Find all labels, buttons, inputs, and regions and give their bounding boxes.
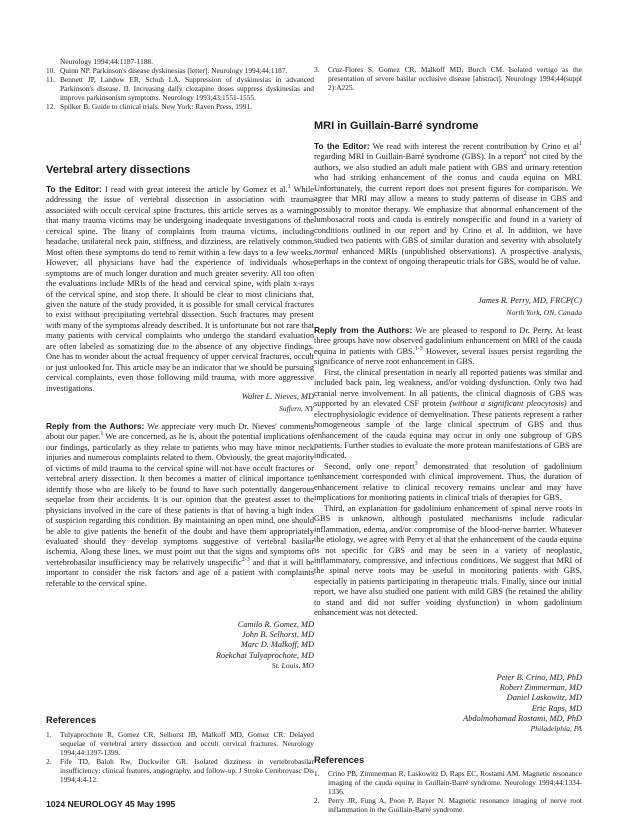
citation-marker: 1 bbox=[100, 431, 104, 438]
reference-item bbox=[314, 797, 582, 815]
reply-signatures bbox=[314, 673, 582, 734]
reply-paragraph: Third, an explanation for gadolinium enhancement of spinal nerve roots in GBS is unknown, although postulated mechanisms include radicular inflammation, edema, and/or compromise of the blood-nerve barrier. Whatever the etiology, we agree with Perry et al that the enhancement of the cauda equina is not specific for GBS and may be seen in a variety of neoplastic, inflammatory, compressive, and infectious conditions. We suggest that MRI of the spinal nerve roots may be useful in monitoring patients with GBS, especially in patients participating in therapeutic trials. Finally, since our initial report, we have also studied one patient with mild GBS (he retained the ability to stand and did not suffer voiding dysfunction) in whom gadolinium enhancement was not detected. bbox=[314, 503, 582, 618]
reply-text: Second, only one report bbox=[324, 461, 415, 471]
reply-text: We appreciate very much Dr. Nieves' comments about our paper. bbox=[46, 422, 314, 442]
letter-body bbox=[46, 184, 314, 394]
reference-item bbox=[46, 731, 314, 758]
reply-text: demonstrated that resolution of gadolinium enhancement corresponded with clinical improvement. Thus, the duration of enhancement relative to clinical recovery remains unclear and may have implications for monitoring patients in clinical trials of therapies for GBS. bbox=[314, 461, 582, 503]
letter-body bbox=[314, 141, 582, 267]
reference-number: 2. bbox=[314, 795, 320, 805]
page-footer: 1024 NEUROLOGY 45 May 1995 bbox=[46, 799, 176, 809]
reference-number: 1. bbox=[46, 730, 52, 739]
reply-body bbox=[46, 421, 314, 589]
reference-number: 10. bbox=[46, 65, 56, 75]
reply-text: and that it will be important to consider the risk factors and age of a patient with complaints referable to the cervical spine. bbox=[46, 557, 315, 588]
reference-text: Crino PB, Zimmerman R, Laskowitz D, Raps EC, Rostami AM. Magnetic resonance imaging of the cauda equina in Guillain-Barré syndrome. Neurology 1994;44:1334-1336. bbox=[328, 769, 582, 796]
reference-text: Spilker B. Guide to clinical trials. New York: Raven Press, 1991. bbox=[60, 101, 252, 111]
reply-paragraph bbox=[314, 368, 582, 462]
letter-to-editor bbox=[46, 184, 314, 394]
references-heading: References bbox=[46, 715, 97, 725]
reply-signatures bbox=[46, 620, 314, 671]
reply-text: We are pleased to respond to Dr. Perry. At least three groups have now observed gadolinium enhancement on MRI of the cauda equina in patients with GBS. bbox=[314, 326, 582, 356]
author-name: Marc D. Malkoff, MD bbox=[240, 640, 314, 650]
reference-text: Fife TD, Baloh Rw, Duckwiler GR. Isolated dizziness in vertebrobasilar insufficiency: clinical features, angiography, and follow-up. J Stroke Cerebrovasc Dis 1994;4:4-12. bbox=[60, 756, 314, 784]
article-title: Vertebral artery dissections bbox=[46, 164, 191, 176]
letter-author: Walter L. Nieves, MD bbox=[241, 392, 314, 401]
letter-author: James R. Perry, MD, FRCP(C) bbox=[477, 296, 582, 305]
citation-marker: 1 bbox=[579, 141, 582, 148]
letter-lead: To the Editor: bbox=[314, 141, 370, 151]
author-name: Robert Zimmerman, MD bbox=[499, 683, 582, 693]
author-name: John B. Selhorst, MD bbox=[241, 630, 314, 640]
citation-marker: 2-3 bbox=[241, 557, 250, 564]
reference-text: Cruz-Flores S, Gomez CR, Malkoff MD, Burch CM. Isolated vertigo as the presentation of severe basilar occlusive disease [abstract]. Neurology 1994;44(suppl 2):A225. bbox=[328, 65, 582, 92]
author-name: Peter B. Crino, MD, PhD bbox=[496, 673, 582, 682]
reference-text: Neurology 1994;44:1187-1188. bbox=[60, 57, 154, 66]
reference-item bbox=[46, 76, 314, 103]
reply-paragraph bbox=[314, 462, 582, 504]
letter-location: North York, ON, Canada bbox=[506, 308, 582, 317]
reference-item bbox=[46, 103, 314, 112]
letter-location: Suffern, NY bbox=[278, 404, 314, 413]
reply-from-authors bbox=[314, 325, 582, 619]
letter-lead: To the Editor: bbox=[46, 184, 102, 194]
references-list bbox=[46, 731, 314, 784]
reply-lead: Reply from the Authors: bbox=[46, 421, 145, 431]
author-name: Abdolmohamad Rostami, MD, PhD bbox=[463, 713, 582, 723]
continued-references bbox=[46, 58, 314, 111]
reference-number: 2. bbox=[46, 756, 52, 766]
reference-number: 3. bbox=[314, 65, 320, 74]
reference-item bbox=[46, 758, 314, 785]
reference-number: 11. bbox=[46, 74, 55, 84]
letter-text: enhanced MRIs (unpublished observations). A prospective analysis, perhaps in the context of ongoing therapeutic trials for GBS, would be of value. bbox=[314, 246, 582, 266]
reference-text: Bennett JP, Landow ER, Schuh LA. Suppression of dyskinesias in advanced Parkinson's disease. II. Increasing daily clozapine doses suppress dyskinesias and improve parkinsonism symptoms. Neurology 1993;43:1551-1555. bbox=[60, 74, 314, 102]
citation-marker: 2 bbox=[523, 151, 527, 158]
reference-number: 1. bbox=[314, 769, 320, 778]
reply-from-authors bbox=[46, 421, 314, 589]
author-name: Camilo R. Gomez, MD bbox=[237, 620, 314, 629]
citation-marker: 3 bbox=[414, 461, 418, 468]
reference-item bbox=[314, 770, 582, 797]
reply-lead: Reply from the Authors: bbox=[314, 325, 413, 335]
emphasis-text: (without a significant pleocytosis) bbox=[449, 399, 567, 409]
letter-to-editor bbox=[314, 141, 582, 267]
citation-marker: 1-3 bbox=[414, 346, 423, 353]
reference-number: 12. bbox=[46, 101, 56, 111]
reply-text: and electrophysiologic evidence of demyelination. These patients represent a rather homogeneous sample of the large clinical spectrum of GBS and thus enhancement of the cauda equina may occur in only one subgroup of GBS patients. Further studies to evaluate the more protean manifestations of GBS are indicated. bbox=[314, 399, 582, 461]
reference-text: Tulyaprochote R, Gomez CR, Selhorst JB, Malkoff MD, Gomez CR. Delayed sequelae of vertebral artery dissection and occult cervical fractures. Neurology 1994;44:1397-1399. bbox=[60, 730, 314, 757]
reference-item bbox=[314, 66, 582, 93]
letter-text: We read with interest the recent contribution by Crino et al bbox=[369, 142, 579, 151]
letter-text: regarding MRI in Guillain-Barré syndrome (GBS). In a report bbox=[314, 152, 524, 162]
letter-text: I read with great interest the article by Gomez et al. bbox=[101, 185, 288, 194]
article-title: MRI in Guillain-Barré syndrome bbox=[314, 120, 479, 132]
reply-location: St. Louis, MO bbox=[271, 660, 314, 670]
author-name: Daniel Laskowitz, MD bbox=[506, 693, 582, 703]
letter-text: While addressing the issue of vertebral dissection in association with trauma associated with occult cervical spine fractures, this article serves as a warning that many trauma victims may be undergoing inadequate investigations of the cervical spine. The litany of complaints from trauma victims, including headache, unilateral neck pain, stiffness, and dizziness, are relatively common. Most often these symptoms do tend to remit within a few days to a few weeks. However, all physicians have had the experience of individuals whose symptoms are of much longer duration and much greater severity. All too often the evaluations include MRIs of the head and cervical spine, with plain x-rays of the cervical spine, and stop there. It should be clear to most clinicians that, given the nature of the study provided, it is possible for small cervical fractures to exist without precipitating vertebral dissection. Such fractures may present with many of the symptoms already described. It is unfortunate but not rare that many patients with cervical complaints who undergo the standard evaluation are often labeled as somatizing due to the absence of any objective findings. One has to wonder about the actual frequency of upper cervical fractures, occult or just unlooked for. This article may be an indicator that we should be pursuing cervical complaints, even those following mild trauma, with more aggressive investigations. bbox=[46, 185, 314, 393]
reply-text: First, the clinical presentation in nearly all reported patients was similar and included back pain, leg weakness, and/or voiding dysfunction. Only two had cranial nerve involvement. In all patients, the clinical diagnosis of GBS was supported by an elevated CSF protein bbox=[314, 367, 582, 409]
reference-text: Perry JR, Fung A, Poon P, Bayer N. Magnetic resonance imaging of nerve root inflammation in the Guillain-Barré syndrome. bbox=[328, 795, 582, 814]
reply-text: However, several issues persist regarding the significance of nerve root enhancement in GBS. bbox=[314, 346, 582, 367]
continued-references bbox=[314, 66, 582, 93]
reply-paragraph bbox=[314, 325, 582, 368]
letter-text: not cited by the authors, we also studied an adult male patient with GBS and urinary retention who had striking enhancement of the conus and cauda equina on MRI. Unfortunately, the current report does not present figures for comparison. We agree that MRI may allow a means to study patterns of disease in GBS and possibly to monitor therapy. We emphasize that abnormal enhancement of the lumbosacral roots and cauda is entirely nonspecific and found in a variety of conditions outlined in our report and by Crino et al. In addition, we have studied two patients with GBS of similar duration and severity with absolutely bbox=[314, 152, 582, 246]
reply-text: We are concerned, as he is, about the potential implications of our findings, particularly as they relate to patients who may have minor neck injuries and numerous complaints related to them. Obviously, the great majority of victims of mild trauma to the cervical spine will not have occult fractures or vertebral artery dissection. It then becomes a matter of clinical importance to identify those who are likely to be found to have such potentially dangerous sequelae from their accidents. It is our opinion that the greatest asset to the physicians involved in the care of these patients is that of having a high index of suspicion regarding this condition. By maintaining an open mind, one should be able to give patients the benefit of the doubt and have them appropriately evaluated should they develop symptoms suggestive of vertebral basilar ischemia. Along these lines, we must point out that the signs and symptoms of vertebrobasilar insufficiency may be relatively unspecific bbox=[46, 432, 314, 567]
references-heading: References bbox=[314, 755, 365, 765]
citation-marker: 1 bbox=[287, 184, 291, 191]
reply-location: Philadelphia, PA bbox=[530, 724, 582, 734]
author-name: Roekchai Tulyaprochote, MD bbox=[215, 650, 314, 660]
references-list bbox=[314, 770, 582, 815]
emphasis-text: normal bbox=[314, 246, 339, 256]
author-name: Eric Raps, MD bbox=[531, 703, 582, 713]
reference-text: Quinn NP. Parkinson's disease dyskinesias [letter]. Neurology 1994;44:1187. bbox=[60, 65, 288, 75]
